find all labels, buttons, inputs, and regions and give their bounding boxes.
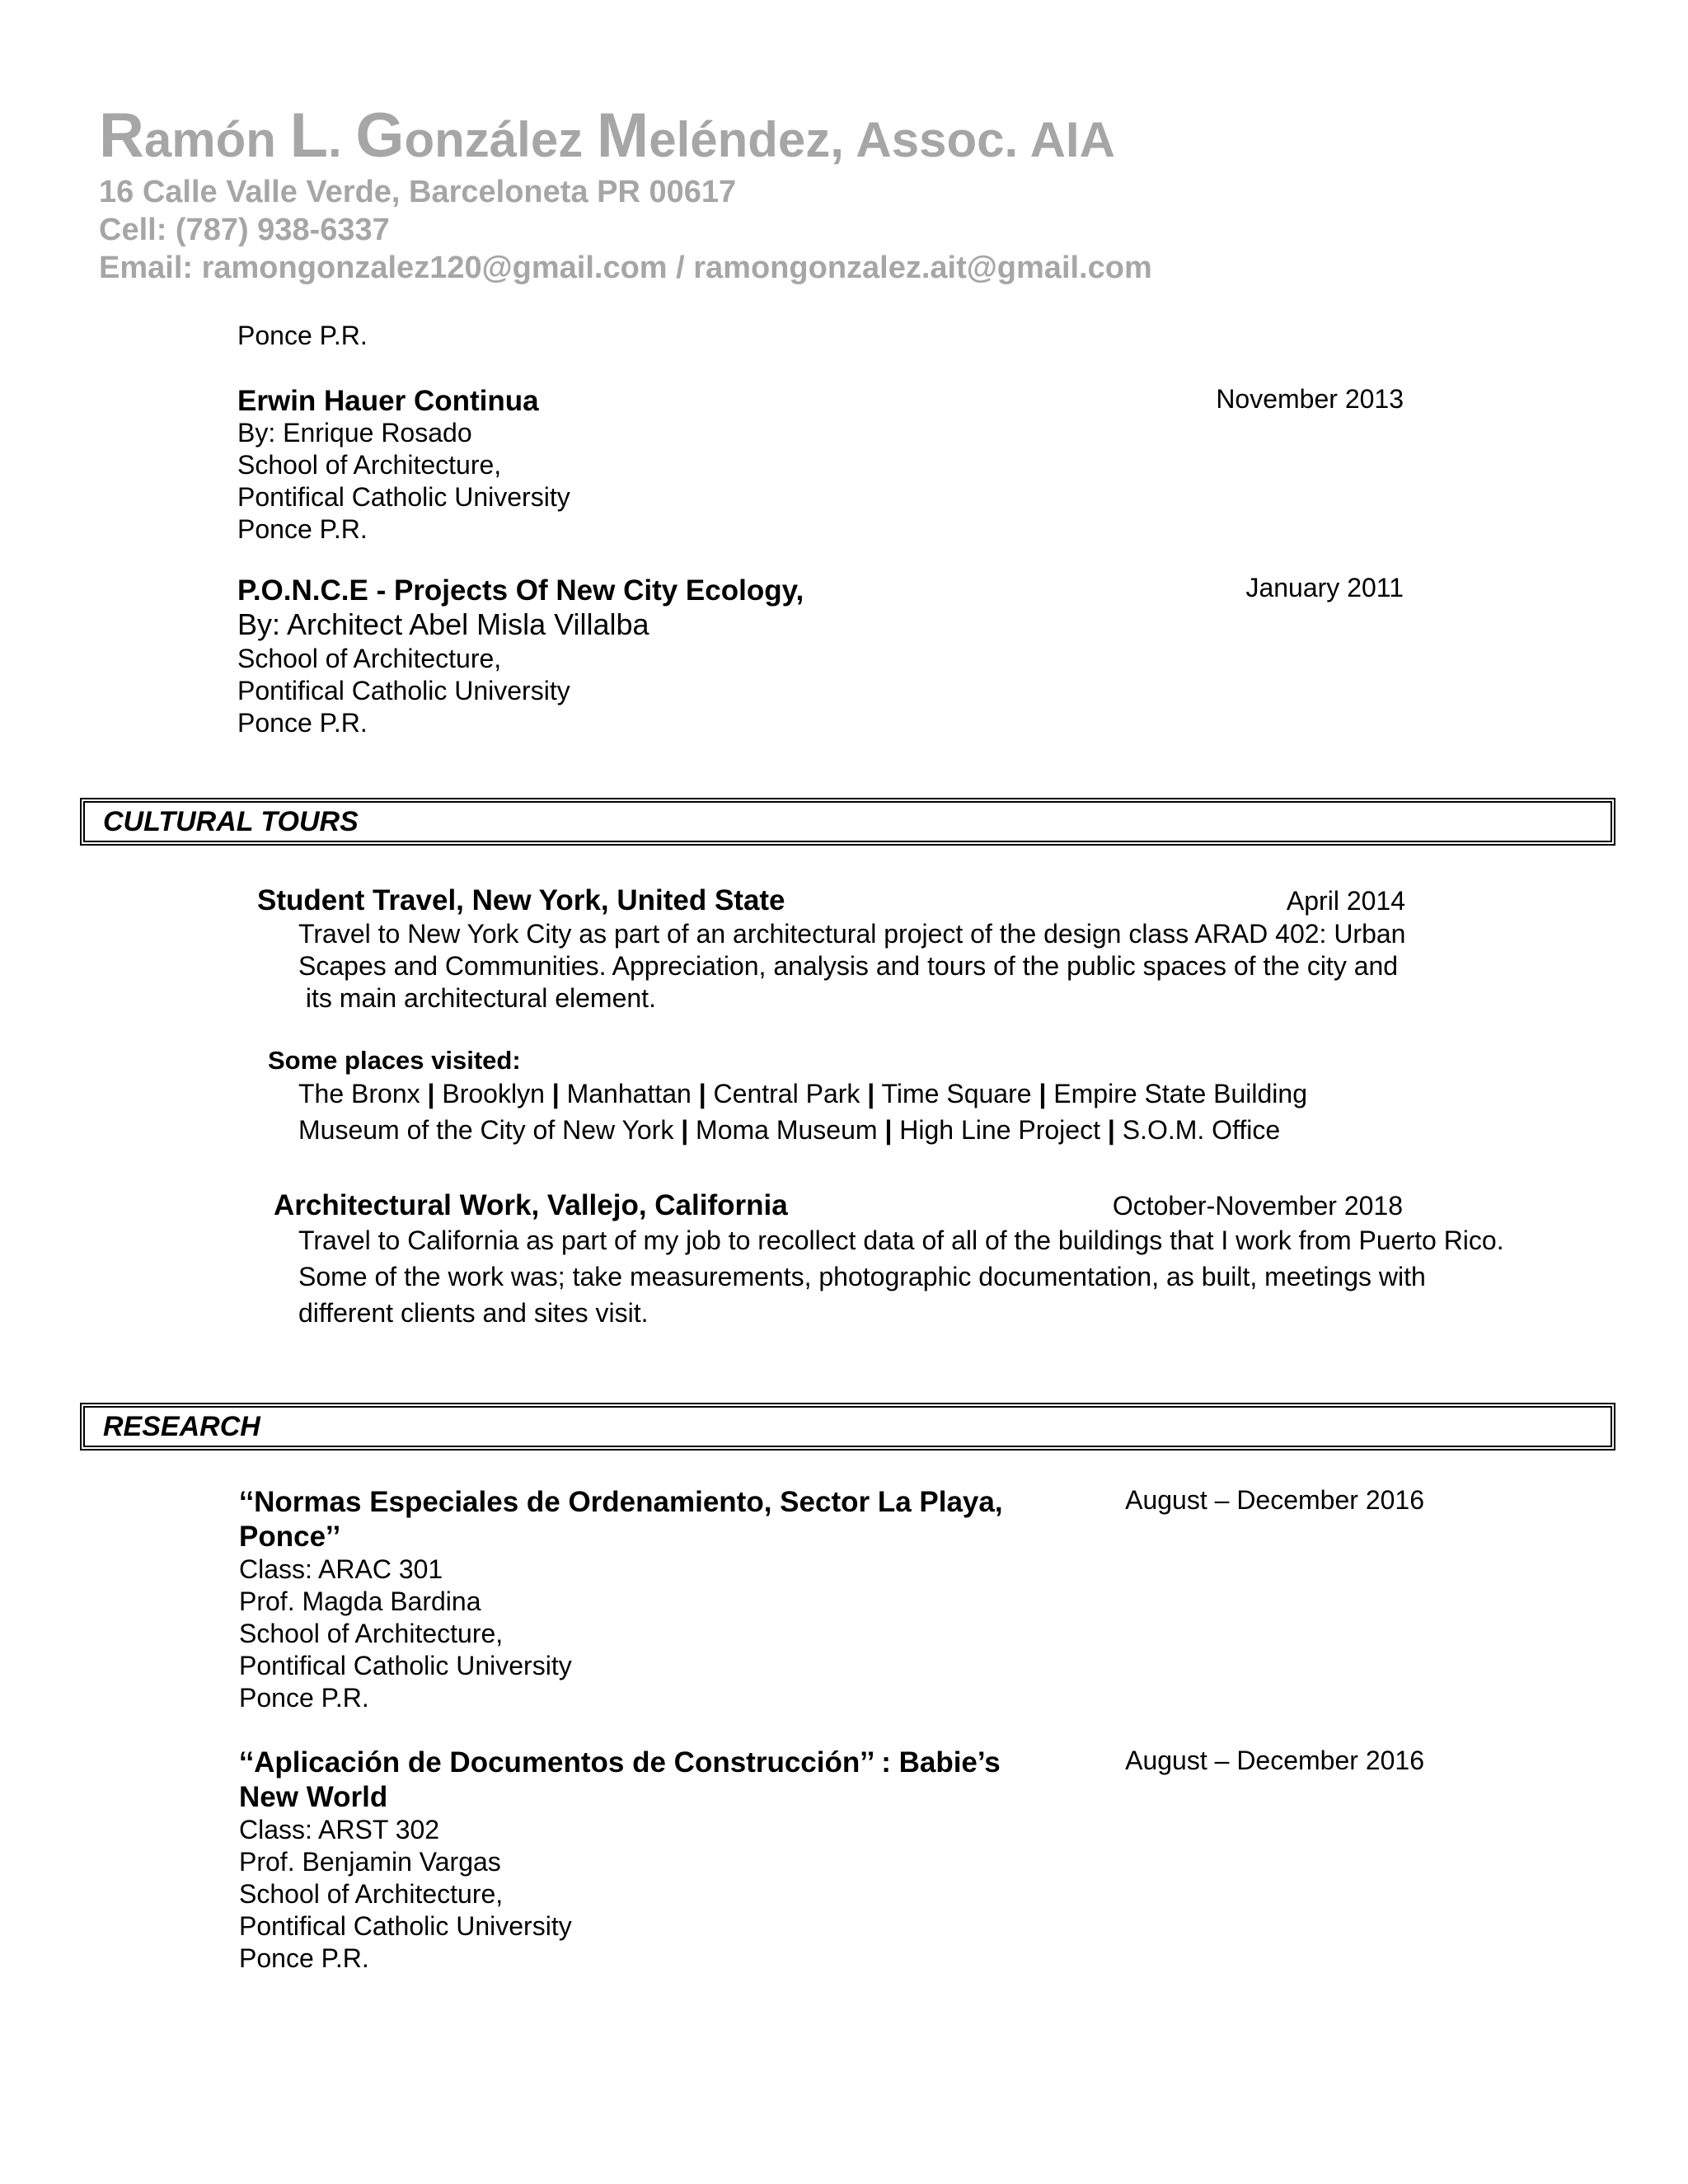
trip-desc-line: Travel to New York City as part of an architectural project of the design class ARAD 402: Urban [298,919,1406,949]
lecture-line: School of Architecture, [237,450,502,480]
header-cell: Cell: (787) 938-6337 [99,213,390,247]
trip-desc-line: different clients and sites visit. [298,1298,649,1328]
research-date: August – December 2016 [1125,1746,1424,1775]
section-heading: RESEARCH [103,1411,260,1442]
research-title: ‘‘Normas Especiales de Ordenamiento, Sector La Playa, [239,1486,1003,1518]
lecture-line: Pontifical Catholic University [237,676,570,705]
research-date: August – December 2016 [1125,1485,1424,1515]
trip-desc-line: Travel to California as part of my job to recollect data of all of the buildings that I work from Puerto Rico. [298,1226,1504,1255]
section-research [80,1403,1615,1451]
trip-desc-line: Scapes and Communities. Appreciation, analysis and tours of the public spaces of the city and [298,951,1399,981]
header-address: 16 Calle Valle Verde, Barceloneta PR 00617 [99,175,737,209]
lecture-date: November 2013 [1216,384,1404,414]
lecture-date: January 2011 [1245,573,1404,602]
research-line: Prof. Benjamin Vargas [239,1847,501,1877]
trip-date: April 2014 [1286,886,1405,916]
research-line: Pontifical Catholic University [239,1651,572,1680]
carryover-line: Ponce P.R. [237,321,368,350]
lecture-title: P.O.N.C.E - Projects Of New City Ecology, [237,574,804,607]
header-email: Email: ramongonzalez120@gmail.com / ramongonzalez.ait@gmail.com [99,251,1152,285]
lecture-by: By: Architect Abel Misla Villalba [237,607,649,641]
lecture-line: By: Enrique Rosado [237,418,472,448]
research-line: School of Architecture, [239,1619,504,1648]
trip-desc-line: Some of the work was; take measurements, photographic documentation, as built, meetings with [298,1262,1426,1291]
lecture-line: Pontifical Catholic University [237,482,570,512]
research-title: Ponce’’ [239,1521,341,1553]
places-row: The Bronx | Brooklyn | Manhattan | Central Park | Time Square | Empire State Building [298,1079,1307,1108]
research-line: Ponce P.R. [239,1943,369,1973]
section-cultural-tours [80,798,1615,846]
research-line: Prof. Magda Bardina [239,1586,481,1616]
research-line: Ponce P.R. [239,1683,369,1713]
places-row: Museum of the City of New York | Moma Museum | High Line Project | S.O.M. Office [298,1115,1281,1145]
research-line: Class: ARAC 301 [239,1554,443,1584]
research-line: School of Architecture, [239,1879,504,1909]
resume-name: Ramón L. González Meléndez, Assoc. AIA [99,101,1115,171]
places-label: Some places visited: [268,1046,521,1075]
research-line: Class: ARST 302 [239,1815,440,1844]
research-title: ‘‘Aplicación de Documentos de Construcción’’ : Babie’s [239,1746,1001,1779]
lecture-line: Ponce P.R. [237,514,368,544]
research-title: New World [239,1781,388,1813]
trip-desc-line: its main architectural element. [298,983,656,1013]
research-line: Pontifical Catholic University [239,1911,572,1941]
lecture-line: Ponce P.R. [237,708,368,738]
lecture-title: Erwin Hauer Continua [237,385,539,417]
section-heading: CULTURAL TOURS [103,806,359,837]
trip-title: Student Travel, New York, United State [257,884,785,916]
trip-title: Architectural Work, Vallejo, California [274,1189,788,1221]
trip-date: October-November 2018 [1112,1191,1403,1221]
lecture-line: School of Architecture, [237,644,502,673]
